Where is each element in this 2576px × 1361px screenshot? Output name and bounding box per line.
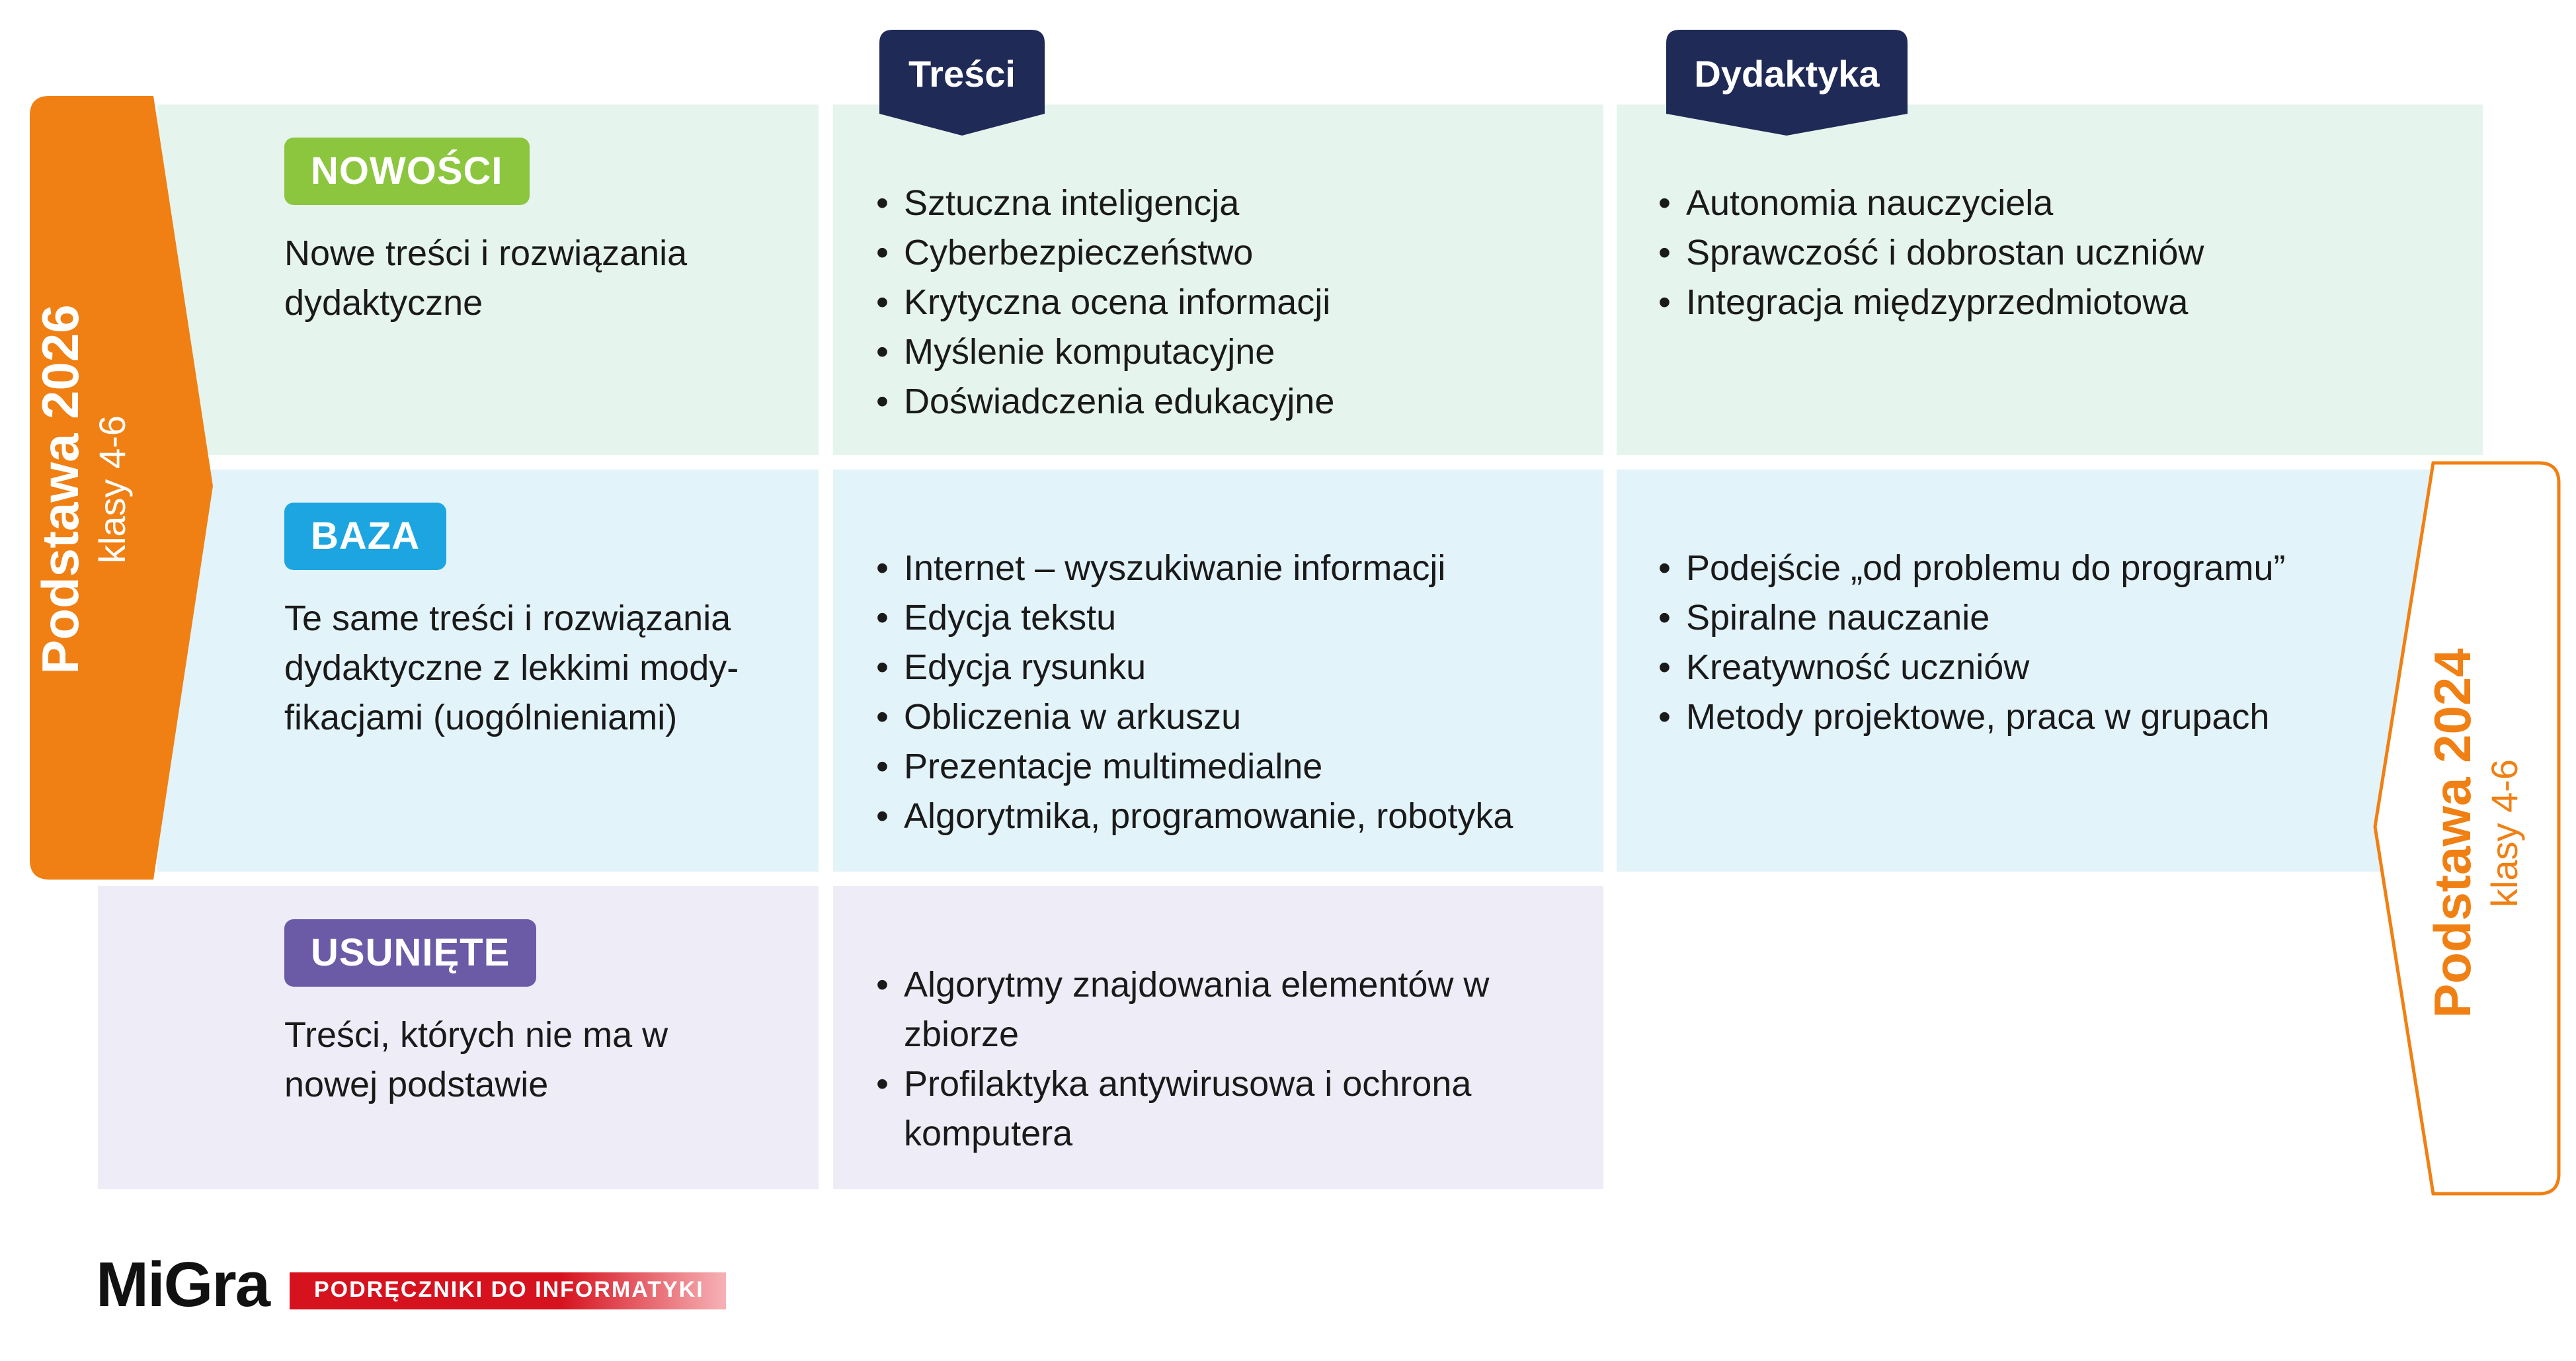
left-arrow-label bbox=[30, 258, 142, 721]
usuniete-description: Treści, których nie ma w nowej podstawie bbox=[284, 1015, 668, 1104]
baza-tresci-list bbox=[876, 544, 1513, 841]
list-item: • Edycja rysunku bbox=[876, 643, 1513, 692]
list-item: • Kreatywność uczniów bbox=[1658, 643, 2285, 692]
usuniete-tag: USUNIĘTE bbox=[284, 919, 536, 987]
list-item: • Obliczenia w arkuszu bbox=[876, 692, 1513, 742]
migra-logo: MiGra bbox=[96, 1249, 270, 1320]
usuniete-tresci-list bbox=[876, 960, 1537, 1159]
list-item: • Autonomia nauczyciela bbox=[1658, 179, 2204, 228]
nowosci-tresci-list bbox=[876, 179, 1334, 427]
nowosci-dydaktyka-list bbox=[1658, 179, 2204, 327]
list-item: • Cyberbezpieczeństwo bbox=[876, 228, 1334, 278]
list-item: • Spiralne nauczanie bbox=[1658, 593, 2285, 643]
left-arrow-subtitle: klasy 4-6 bbox=[91, 415, 133, 564]
list-item: • Prezentacje multimedialne bbox=[876, 742, 1513, 792]
list-item: • Metody projektowe, praca w grupach bbox=[1658, 692, 2285, 742]
nowosci-description: Nowe treści i rozwiązania dydaktyczne bbox=[284, 233, 688, 323]
list-item: • Krytyczna ocena informacji bbox=[876, 278, 1334, 327]
baza-description: Te same treści i rozwiązania dydaktyczne z lekkimi mody-fikacjami (uogólnieniami) bbox=[284, 598, 739, 737]
right-arrow-label bbox=[2422, 602, 2534, 1065]
list-item: • Doświadczenia edukacyjne bbox=[876, 377, 1334, 427]
baza-tag: BAZA bbox=[284, 503, 446, 570]
list-item: • Sprawczość i dobrostan uczniów bbox=[1658, 228, 2204, 278]
list-item: • Internet – wyszukiwanie informacji bbox=[876, 544, 1513, 593]
list-item: • Sztuczna inteligencja bbox=[876, 179, 1334, 228]
tresci-header: Treści bbox=[908, 53, 1016, 95]
baza-dydaktyka-list bbox=[1658, 544, 2285, 742]
list-item: • Myślenie komputacyjne bbox=[876, 327, 1334, 377]
right-arrow-title: Podstawa 2024 bbox=[2423, 648, 2481, 1018]
nowosci-tag: NOWOŚCI bbox=[284, 138, 530, 205]
list-item: • Edycja tekstu bbox=[876, 593, 1513, 643]
left-arrow-title: Podstawa 2026 bbox=[31, 304, 89, 675]
list-item: • Integracja międzyprzedmiotowa bbox=[1658, 278, 2204, 327]
dydaktyka-header: Dydaktyka bbox=[1694, 53, 1880, 95]
list-item: • Podejście „od problemu do programu” bbox=[1658, 544, 2285, 593]
list-item: • Profilaktyka antywirusowa i ochrona komputera bbox=[876, 1059, 1537, 1159]
list-item: • Algorytmika, programowanie, robotyka bbox=[876, 792, 1513, 841]
right-arrow-subtitle: klasy 4-6 bbox=[2483, 759, 2525, 908]
list-item: • Algorytmy znajdowania elementów w zbiorze bbox=[876, 960, 1537, 1059]
footer-ribbon-text: PODRĘCZNIKI DO INFORMATYKI bbox=[314, 1277, 704, 1302]
